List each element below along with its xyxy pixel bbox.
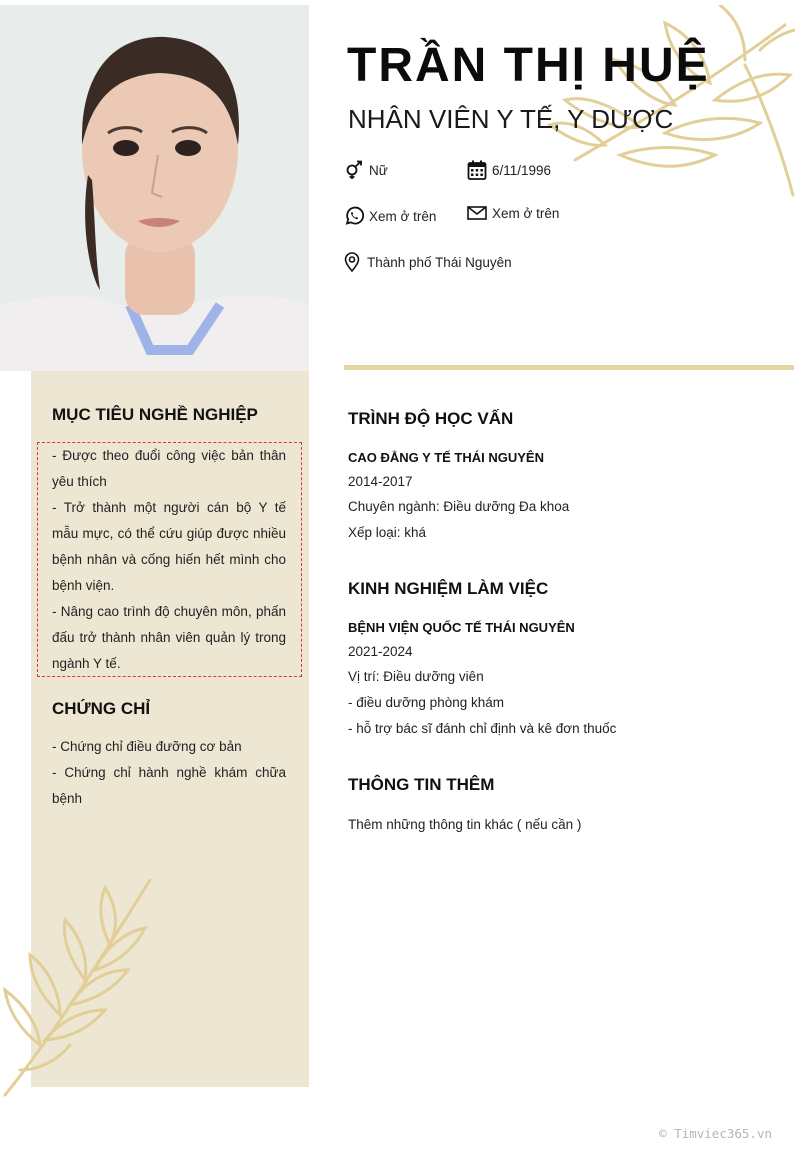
address-info	[342, 252, 512, 272]
address-value: Thành phố Thái Nguyên	[367, 254, 512, 270]
certificate-title: CHỨNG CHỈ	[52, 699, 151, 718]
whatsapp-icon	[344, 206, 364, 226]
experience-company: BỆNH VIỆN QUỐC TẾ THÁI NGUYÊN	[348, 620, 575, 635]
calendar-icon	[467, 160, 487, 180]
job-title: NHÂN VIÊN Y TẾ, Y DƯỢC	[348, 104, 674, 134]
location-pin-icon	[342, 252, 362, 272]
email-value: Xem ở trên	[492, 205, 560, 221]
email-info	[467, 203, 559, 223]
mail-icon	[467, 203, 487, 223]
extra-info-text: Thêm những thông tin khác ( nếu cần )	[348, 817, 582, 832]
gender-value: Nữ	[369, 162, 388, 178]
objective-title: MỤC TIÊU NGHỀ NGHIỆP	[52, 405, 258, 424]
header-divider	[344, 365, 794, 370]
objective-line-3: - Nâng cao trình độ chuyên môn, phấn đấu trở thành nhân viên quản lý trong ngành Y tế.	[52, 604, 286, 671]
education-title: TRÌNH ĐỘ HỌC VẤN	[348, 409, 514, 428]
experience-duty-1: - điều dưỡng phòng khám	[348, 695, 504, 710]
education-period: 2014-2017	[348, 474, 413, 489]
experience-position: Vị trí: Điều dưỡng viên	[348, 669, 484, 684]
education-major: Chuyên ngành: Điều dưỡng Đa khoa	[348, 499, 570, 514]
profile-photo	[0, 5, 309, 371]
candidate-name: TRẦN THỊ HUỆ	[347, 39, 710, 92]
leaf-decoration-top	[545, 5, 795, 200]
experience-period: 2021-2024	[348, 644, 413, 659]
gender-info	[344, 160, 388, 180]
birthday-value: 6/11/1996	[492, 162, 552, 178]
birthday-info	[467, 160, 551, 180]
portrait-illustration	[0, 5, 309, 371]
experience-title: KINH NGHIỆM LÀM VIỆC	[348, 579, 549, 598]
gender-icon	[344, 160, 364, 180]
certificate-line-1: - Chứng chỉ điều đưỡng cơ bản	[52, 739, 242, 754]
phone-value: Xem ở trên	[369, 208, 437, 224]
extra-info-title: THÔNG TIN THÊM	[348, 775, 495, 794]
education-school: CAO ĐẲNG Y TẾ THÁI NGUYÊN	[348, 450, 544, 465]
leaf-decoration-bottom	[0, 870, 160, 1100]
experience-duty-2: - hỗ trợ bác sĩ đánh chỉ định và kê đơn thuốc	[348, 721, 617, 736]
objective-line-1: - Được theo đuổi công việc bản thân yêu thích	[52, 448, 286, 489]
certificate-line-2: - Chứng chỉ hành nghề khám chữa bệnh	[52, 765, 286, 806]
phone-info	[344, 206, 436, 226]
objective-line-2: - Trở thành một người cán bộ Y tế mẫu mực, có thể cứu giúp được nhiều bệnh nhân và cống hiến hết mình cho bệnh viện.	[52, 500, 286, 593]
watermark: © Timviec365.vn	[659, 1126, 772, 1141]
education-grade: Xếp loại: khá	[348, 525, 427, 540]
